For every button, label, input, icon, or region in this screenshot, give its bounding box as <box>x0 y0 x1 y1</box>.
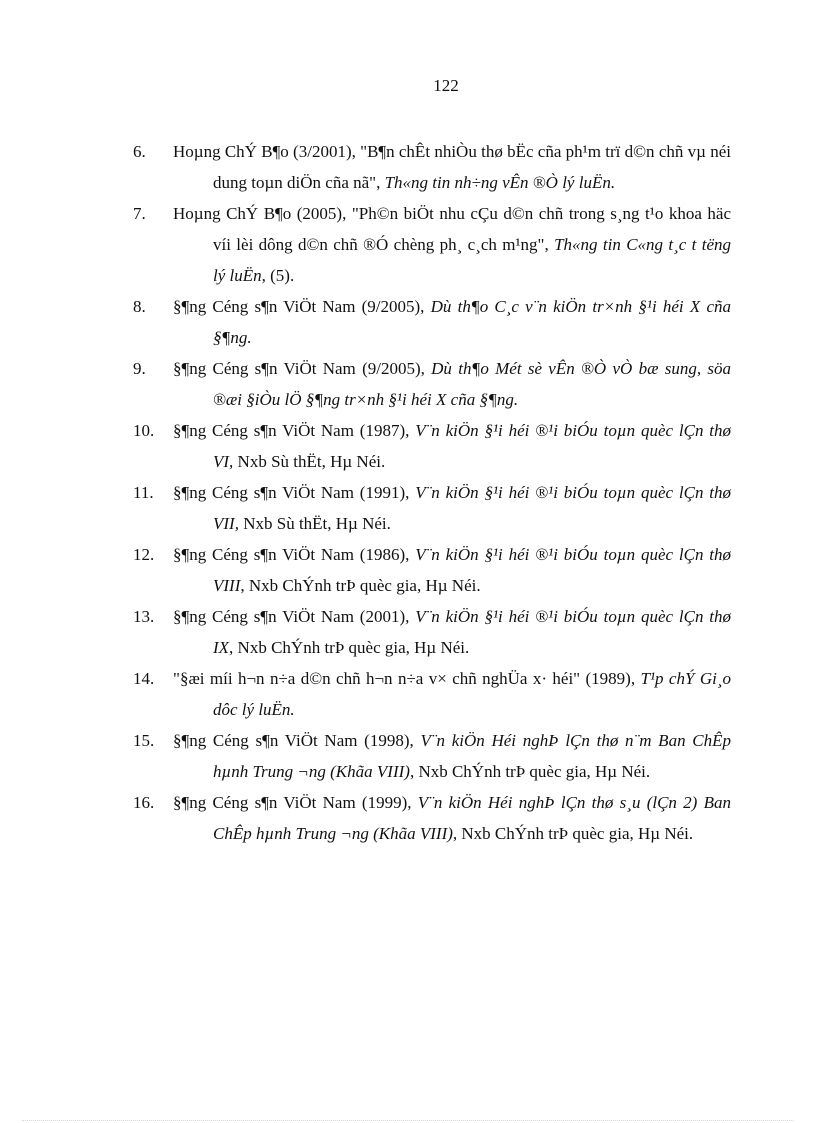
reference-number: 15. <box>133 731 155 750</box>
reference-title-italic: Dù th¶o Mét sè vÊn ®Ò vÒ bæ sung, söa ®æi §iÒu lÖ §¶ng tr×nh §¹i héi X cña §¶ng. <box>213 359 731 409</box>
reference-text <box>173 731 731 781</box>
reference-item <box>133 198 731 291</box>
reference-number: 7. <box>133 204 146 223</box>
reference-item <box>133 353 731 415</box>
reference-text-segment: §¶ng Céng s¶n ViÖt Nam (1999), <box>173 793 418 812</box>
reference-text-segment: §¶ng Céng s¶n ViÖt Nam (2001), <box>173 607 416 626</box>
reference-text-segment: §¶ng Céng s¶n ViÖt Nam (1986), <box>173 545 416 564</box>
reference-text-segment: , Nxb ChÝnh trÞ quèc gia, Hµ Néi. <box>409 762 651 781</box>
reference-title-italic: Th«ng tin nh÷ng vÊn ®Ò lý luËn. <box>384 173 616 192</box>
reference-text <box>173 669 731 719</box>
reference-text-segment: §¶ng Céng s¶n ViÖt Nam (1991), <box>173 483 416 502</box>
reference-text-segment: §¶ng Céng s¶n ViÖt Nam (1987), <box>173 421 416 440</box>
reference-text <box>173 142 731 192</box>
reference-number: 16. <box>133 793 155 812</box>
reference-number: 11. <box>133 483 154 502</box>
reference-text <box>173 607 731 657</box>
reference-list <box>133 136 731 849</box>
reference-title-italic: Th«ng tin C«ng t¸c t tëng lý luËn <box>213 235 731 285</box>
reference-title-italic: V¨n kiÖn §¹i héi ®¹i biÓu toµn quèc lÇn thø VIII <box>213 545 732 595</box>
reference-number: 8. <box>133 297 146 316</box>
reference-text-segment: Nxb Sù thËt, Hµ Néi. <box>233 452 386 471</box>
reference-text <box>173 421 731 471</box>
reference-item <box>133 477 731 539</box>
reference-text <box>173 483 731 533</box>
reference-title-italic: T¹p chÝ Gi¸o dôc lý luËn. <box>213 669 731 719</box>
reference-title-italic: V¨n kiÖn §¹i héi ®¹i biÓu toµn quèc lÇn thø VII, <box>213 483 732 533</box>
reference-text-segment: , Nxb ChÝnh trÞ quèc gia, Hµ Néi. <box>240 576 481 595</box>
reference-number: 9. <box>133 359 146 378</box>
reference-title-italic: V¨n kiÖn §¹i héi ®¹i biÓu toµn quèc lÇn thø VI, <box>213 421 732 471</box>
page-number: 122 <box>433 76 459 95</box>
reference-item <box>133 539 731 601</box>
reference-title-italic: V¨n kiÖn §¹i héi ®¹i biÓu toµn quèc lÇn thø IX <box>213 607 732 657</box>
reference-text-segment: Hoµng ChÝ B¶o (3/2001), "B¶n chÊt nhiÒu thø bËc cña ph¹m trï d©n chñ vµ néi dung toµn diÖn cña nã", <box>173 142 731 192</box>
page-bottom-divider <box>22 1120 794 1121</box>
reference-text <box>173 793 731 843</box>
reference-text-segment: §¶ng Céng s¶n ViÖt Nam (9/2005), <box>173 359 432 378</box>
reference-text-segment: Hoµng ChÝ B¶o (2005), "Ph©n biÖt nhu cÇu d©n chñ trong s¸ng t¹o khoa häc víi lèi dông d©n chñ ®Ó chèng ph¸ c¸ch m¹ng", <box>173 204 731 254</box>
reference-item <box>133 415 731 477</box>
reference-text <box>173 359 731 409</box>
reference-number: 10. <box>133 421 155 440</box>
reference-text-segment: §¶ng Céng s¶n ViÖt Nam (1998), <box>173 731 421 750</box>
reference-number: 14. <box>133 669 155 688</box>
reference-title-italic: Dù th¶o C¸c v¨n kiÖn tr×nh §¹i héi X cña §¶ng. <box>213 297 731 347</box>
reference-text <box>173 204 731 285</box>
reference-text-segment: , Nxb ChÝnh trÞ quèc gia, Hµ Néi. <box>229 638 470 657</box>
reference-number: 13. <box>133 607 155 626</box>
reference-item <box>133 601 731 663</box>
reference-text <box>173 297 731 347</box>
reference-text-segment: , Nxb ChÝnh trÞ quèc gia, Hµ Néi. <box>452 824 694 843</box>
reference-number: 12. <box>133 545 155 564</box>
reference-number: 6. <box>133 142 146 161</box>
reference-item <box>133 787 731 849</box>
reference-item <box>133 136 731 198</box>
reference-item <box>133 291 731 353</box>
reference-item <box>133 663 731 725</box>
reference-text-segment: Nxb Sù thËt, Hµ Néi. <box>238 514 391 533</box>
reference-text-segment: "§æi míi h¬n n÷a d©n chñ h¬n n÷a v× chñ nghÜa x· héi" (1989), <box>173 669 641 688</box>
reference-text-segment: , (5). <box>261 266 295 285</box>
reference-text-segment: §¶ng Céng s¶n ViÖt Nam (9/2005), <box>173 297 431 316</box>
reference-title-italic: V¨n kiÖn Héi nghÞ lÇn thø n¨m Ban ChÊp hµnh Trung ¬ng (Khãa VIII) <box>213 731 731 781</box>
reference-item <box>133 725 731 787</box>
reference-title-italic: V¨n kiÖn Héi nghÞ lÇn thø s¸u (lÇn 2) Ban ChÊp hµnh Trung ¬ng (Khãa VIII) <box>213 793 731 843</box>
reference-text <box>173 545 731 595</box>
